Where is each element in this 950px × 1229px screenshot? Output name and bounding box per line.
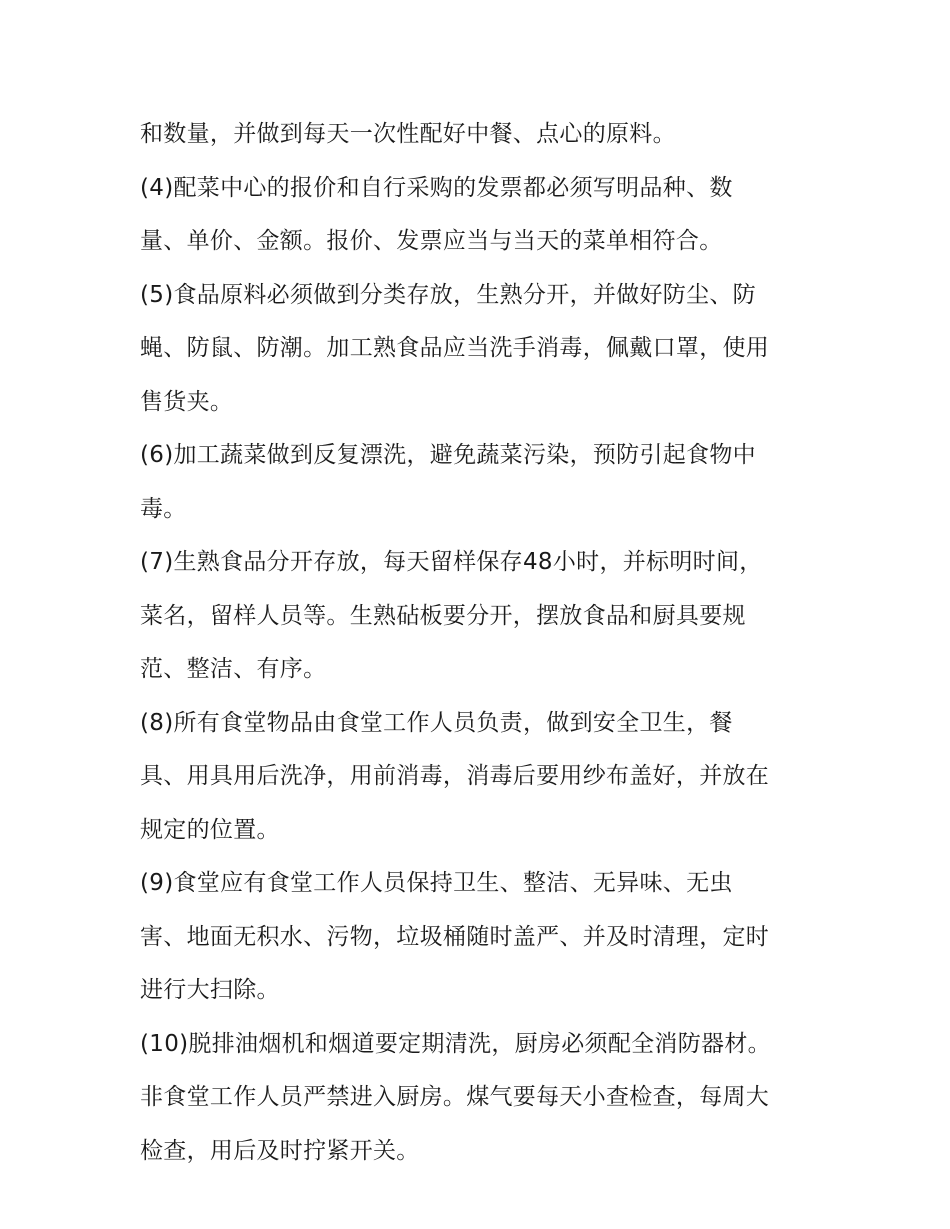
text-line: (8)所有食堂物品由食堂工作人员负责，做到安全卫生，餐 bbox=[140, 709, 733, 736]
text-line: 售货夹。 bbox=[140, 388, 234, 415]
text-line: 和数量，并做到每天一次性配好中餐、点心的原料。 bbox=[140, 121, 676, 147]
text-line: (10)脱排油烟机和烟道要定期清洗，厨房必须配全消防器材。 bbox=[140, 1030, 771, 1057]
text-line: 检查，用后及时拧紧开关。 bbox=[140, 1137, 420, 1164]
text-line: 具、用具用后洗净，用前消毒，消毒后要用纱布盖好，并放在 bbox=[140, 763, 770, 789]
text-line: 毒。 bbox=[140, 495, 187, 522]
text-line: 进行大扫除。 bbox=[140, 977, 280, 1003]
text-line: (9)食堂应有食堂工作人员保持卫生、整洁、无异味、无虫 bbox=[140, 870, 733, 896]
text-line: 害、地面无积水、污物，垃圾桶随时盖严、并及时清理，定时 bbox=[140, 923, 770, 950]
text-line: 非食堂工作人员严禁进入厨房。煤气要每天小查检查，每周大 bbox=[140, 1084, 770, 1110]
body-text bbox=[140, 108, 820, 1178]
text-line: (6)加工蔬菜做到反复漂洗，避免蔬菜污染，预防引起食物中 bbox=[140, 442, 756, 468]
text-line: 菜名，留样人员等。生熟砧板要分开，摆放食品和厨具要规 bbox=[140, 602, 746, 629]
text-line: 范、整洁、有序。 bbox=[140, 656, 327, 682]
text-line: 量、单价、金额。报价、发票应当与当天的菜单相符合。 bbox=[140, 228, 723, 254]
text-line: (7)生熟食品分开存放，每天留样保存48小时，并标明时间， bbox=[140, 549, 763, 575]
text-line: (5)食品原料必须做到分类存放，生熟分开，并做好防尘、防 bbox=[140, 281, 756, 308]
text-line: 规定的位置。 bbox=[140, 816, 280, 843]
text-line: 蝇、防鼠、防潮。加工熟食品应当洗手消毒，佩戴口罩，使用 bbox=[140, 335, 770, 361]
text-line: (4)配菜中心的报价和自行采购的发票都必须写明品种、数 bbox=[140, 174, 733, 201]
